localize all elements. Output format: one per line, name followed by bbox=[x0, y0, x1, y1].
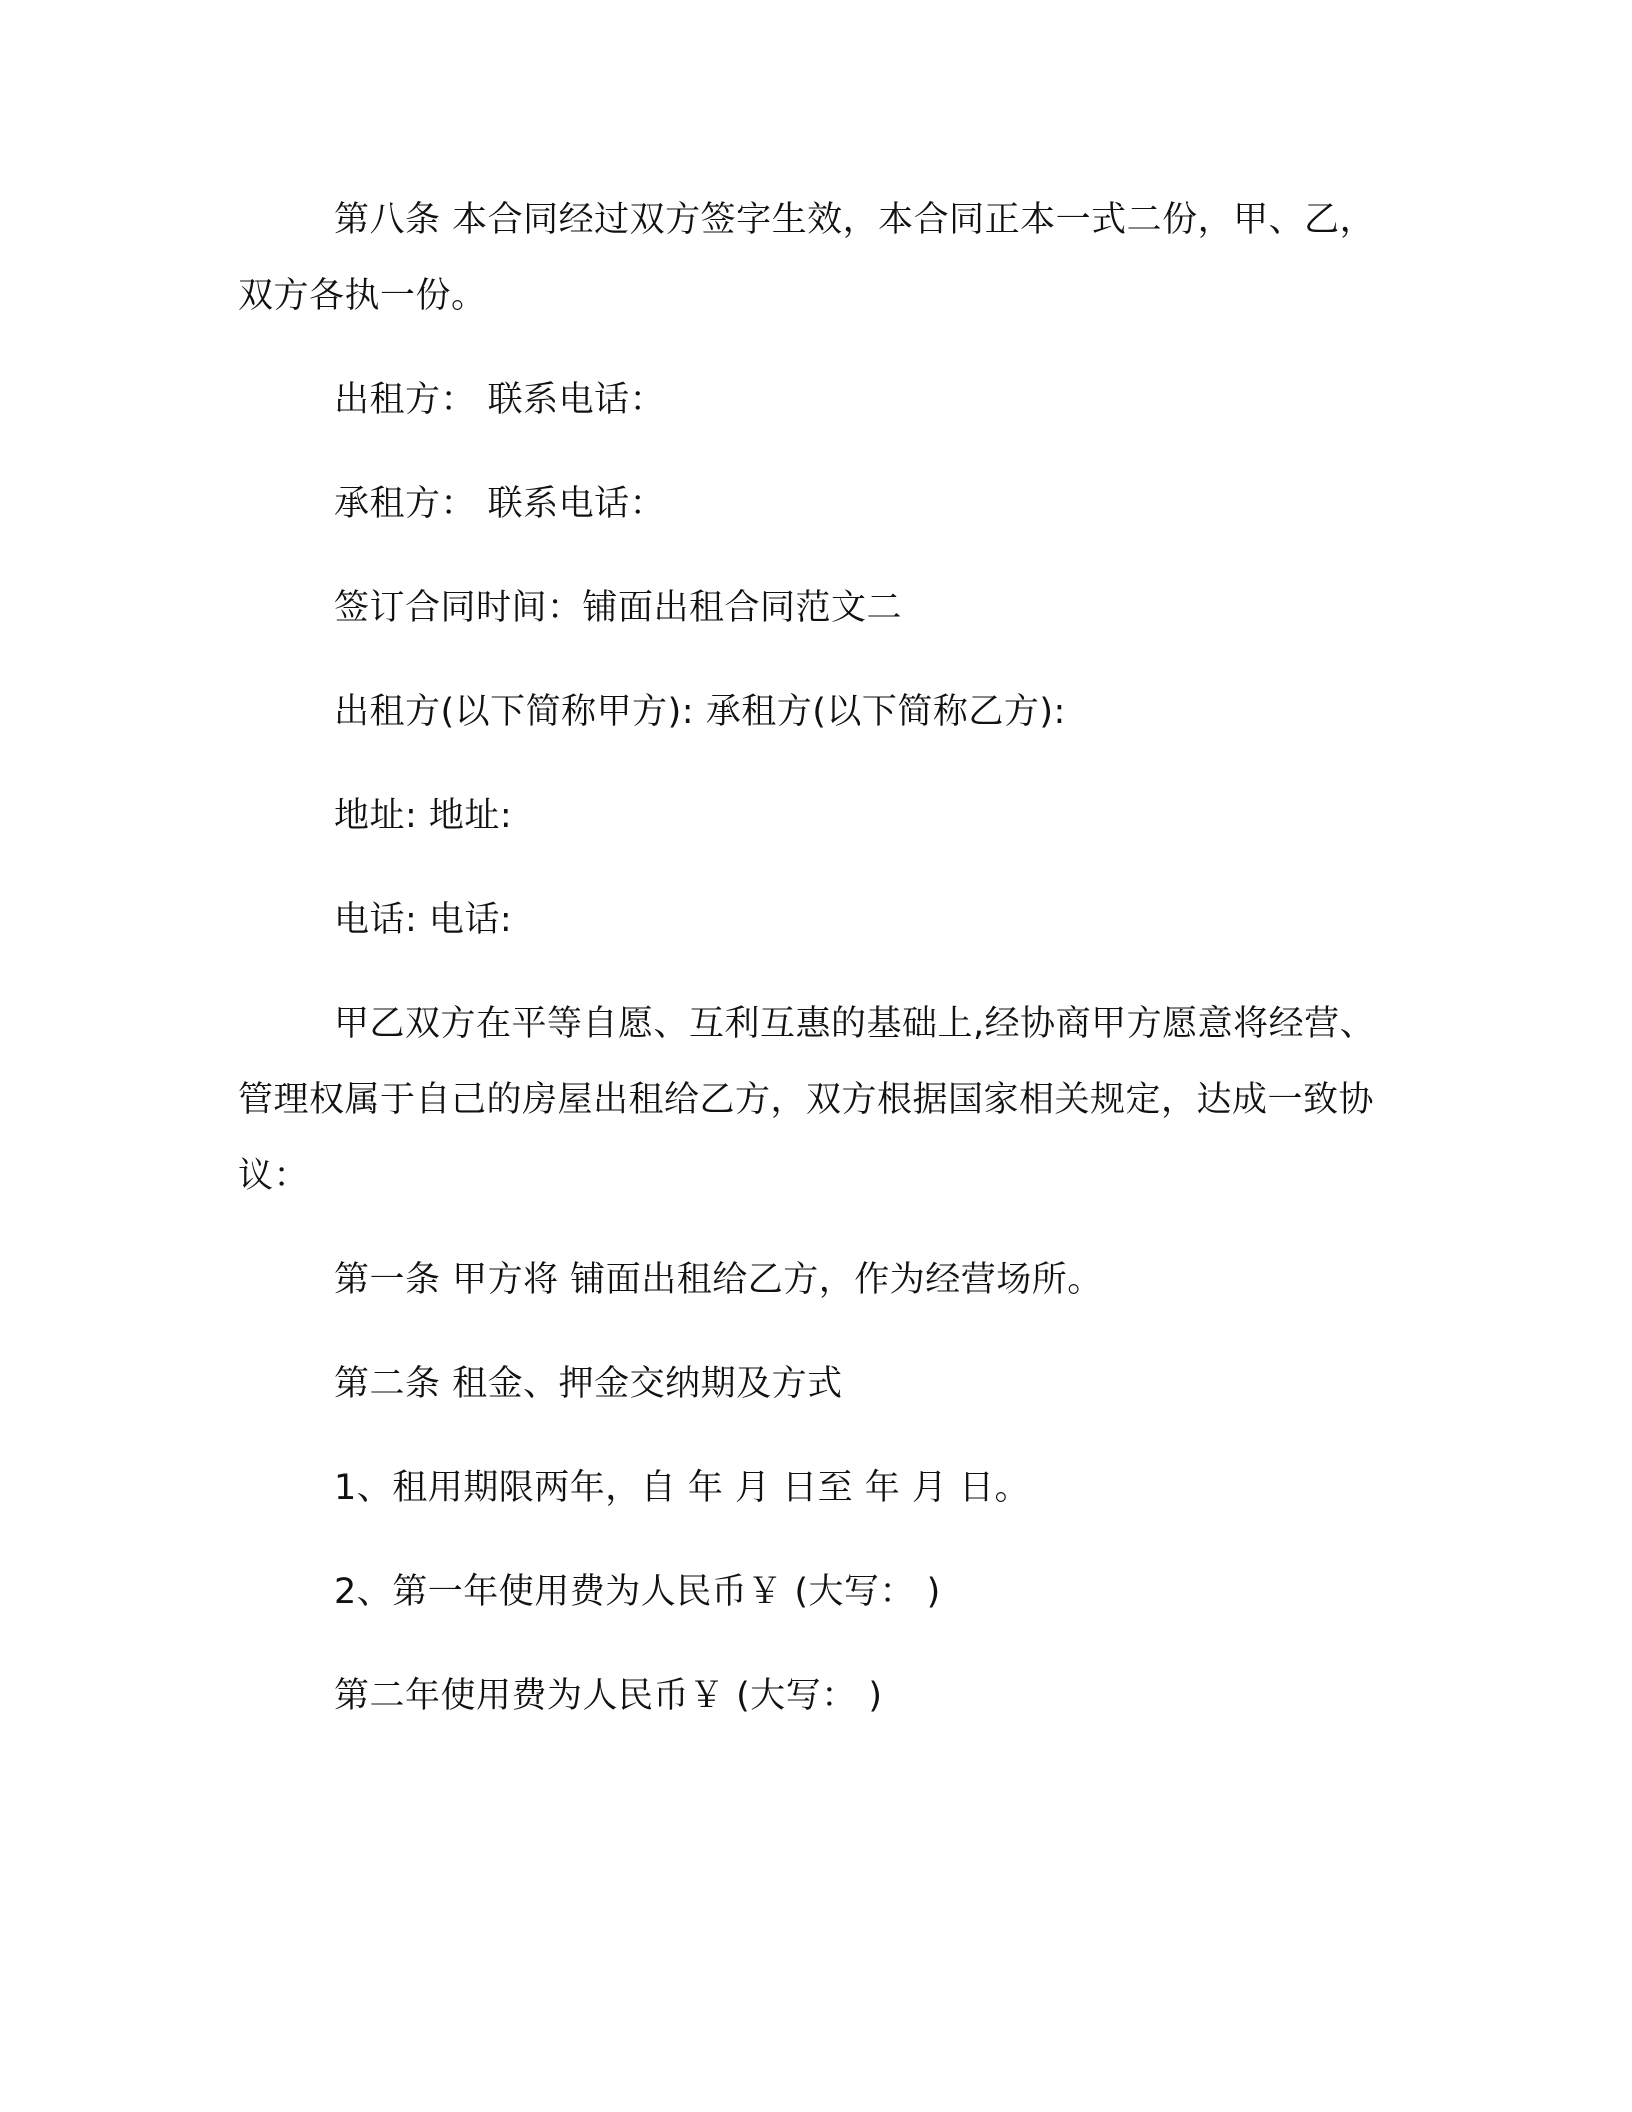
paragraph-article-2: 第二条 租金、押金交纳期及方式 bbox=[334, 1364, 843, 1404]
paragraph-addresses: 地址: 地址: bbox=[334, 796, 513, 836]
paragraph-second-year-fee: 第二年使用费为人民币￥ (大写： ) bbox=[334, 1676, 883, 1716]
paragraph-lessor-contact: 出租方： 联系电话： bbox=[334, 380, 666, 420]
paragraph-term: 1、租用期限两年，自 年 月 日至 年 月 日。 bbox=[334, 1468, 1031, 1508]
paragraph-first-year-fee: 2、第一年使用费为人民币￥ (大写： ) bbox=[334, 1572, 941, 1612]
paragraph-article-1: 第一条 甲方将 铺面出租给乙方，作为经营场所。 bbox=[334, 1260, 1103, 1300]
paragraph-lessee-contact: 承租方： 联系电话： bbox=[334, 484, 666, 524]
paragraph-parties: 出租方(以下简称甲方): 承租方(以下简称乙方): bbox=[334, 692, 1066, 732]
paragraph-signing-date: 签订合同时间：铺面出租合同范文二 bbox=[334, 588, 903, 628]
paragraph-article-8: 第八条 本合同经过双方签字生效，本合同正本一式二份，甲、乙，双方各执一份。 bbox=[238, 200, 1376, 316]
paragraph-preamble: 甲乙双方在平等自愿、互利互惠的基础上,经协商甲方愿意将经营、管理权属于自己的房屋出租给乙方，双方根据国家相关规定，达成一致协议： bbox=[238, 1004, 1376, 1196]
paragraph-phones: 电话: 电话: bbox=[334, 900, 513, 940]
contract-text bbox=[238, 182, 1398, 1762]
